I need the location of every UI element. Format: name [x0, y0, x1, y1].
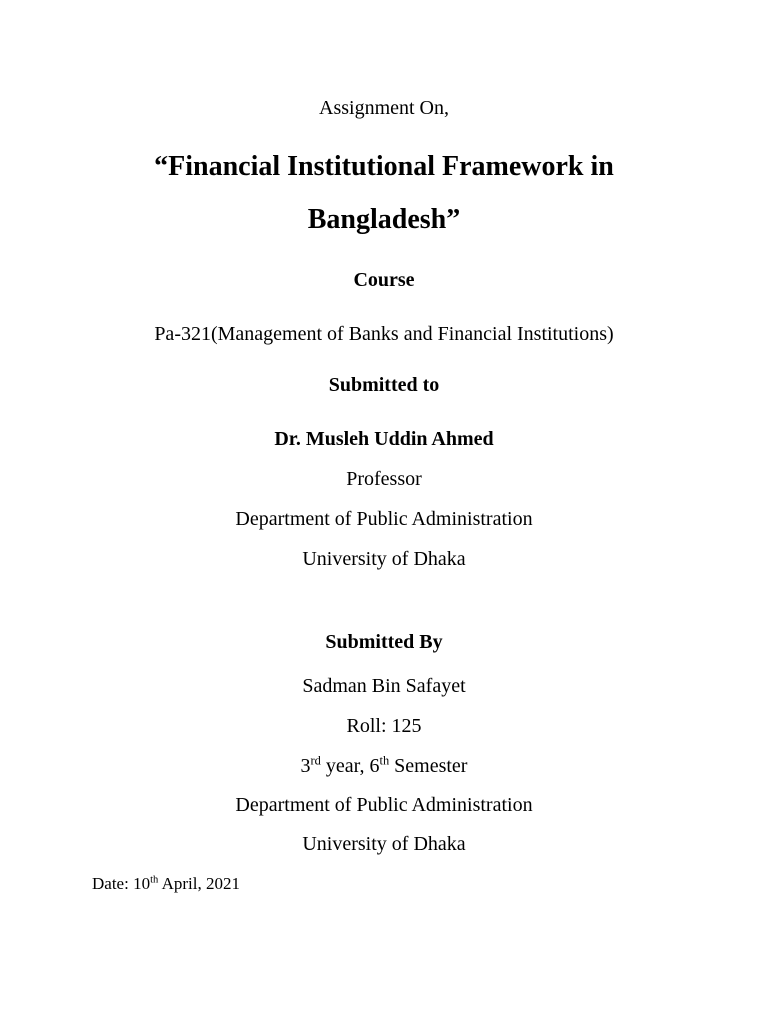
year-label: year,: [320, 755, 370, 777]
supervisor-name: Dr. Musleh Uddin Ahmed: [274, 428, 494, 450]
submission-date: [92, 875, 240, 892]
student-department: Department of Public Administration: [235, 794, 533, 816]
semester-label: Semester: [389, 755, 468, 777]
date-prefix: Date: 10: [92, 874, 151, 893]
supervisor-title: Professor: [346, 468, 422, 490]
assignment-intro: Assignment On,: [319, 97, 449, 119]
date-ordinal-suffix: th: [150, 874, 159, 886]
submitted-to-heading: Submitted to: [328, 374, 440, 396]
year-number: 3: [300, 755, 311, 777]
assignment-title-line-2: Bangladesh”: [307, 204, 461, 235]
student-university: University of Dhaka: [302, 833, 466, 855]
supervisor-department: Department of Public Administration: [235, 508, 533, 530]
course-heading: Course: [353, 269, 415, 291]
course-name: Pa-321(Management of Banks and Financial Institutions): [154, 323, 614, 345]
semester-number: 6: [369, 755, 380, 777]
student-year-semester: [0, 753, 768, 777]
assignment-title-line-1: “Financial Institutional Framework in: [154, 151, 614, 182]
year-ordinal-suffix: rd: [310, 753, 321, 768]
student-roll: Roll: 125: [346, 715, 422, 737]
supervisor-university: University of Dhaka: [302, 548, 466, 570]
student-name: Sadman Bin Safayet: [302, 675, 466, 697]
submitted-by-heading: Submitted By: [325, 631, 443, 653]
semester-ordinal-suffix: th: [379, 753, 390, 768]
date-rest: April, 2021: [158, 874, 240, 893]
